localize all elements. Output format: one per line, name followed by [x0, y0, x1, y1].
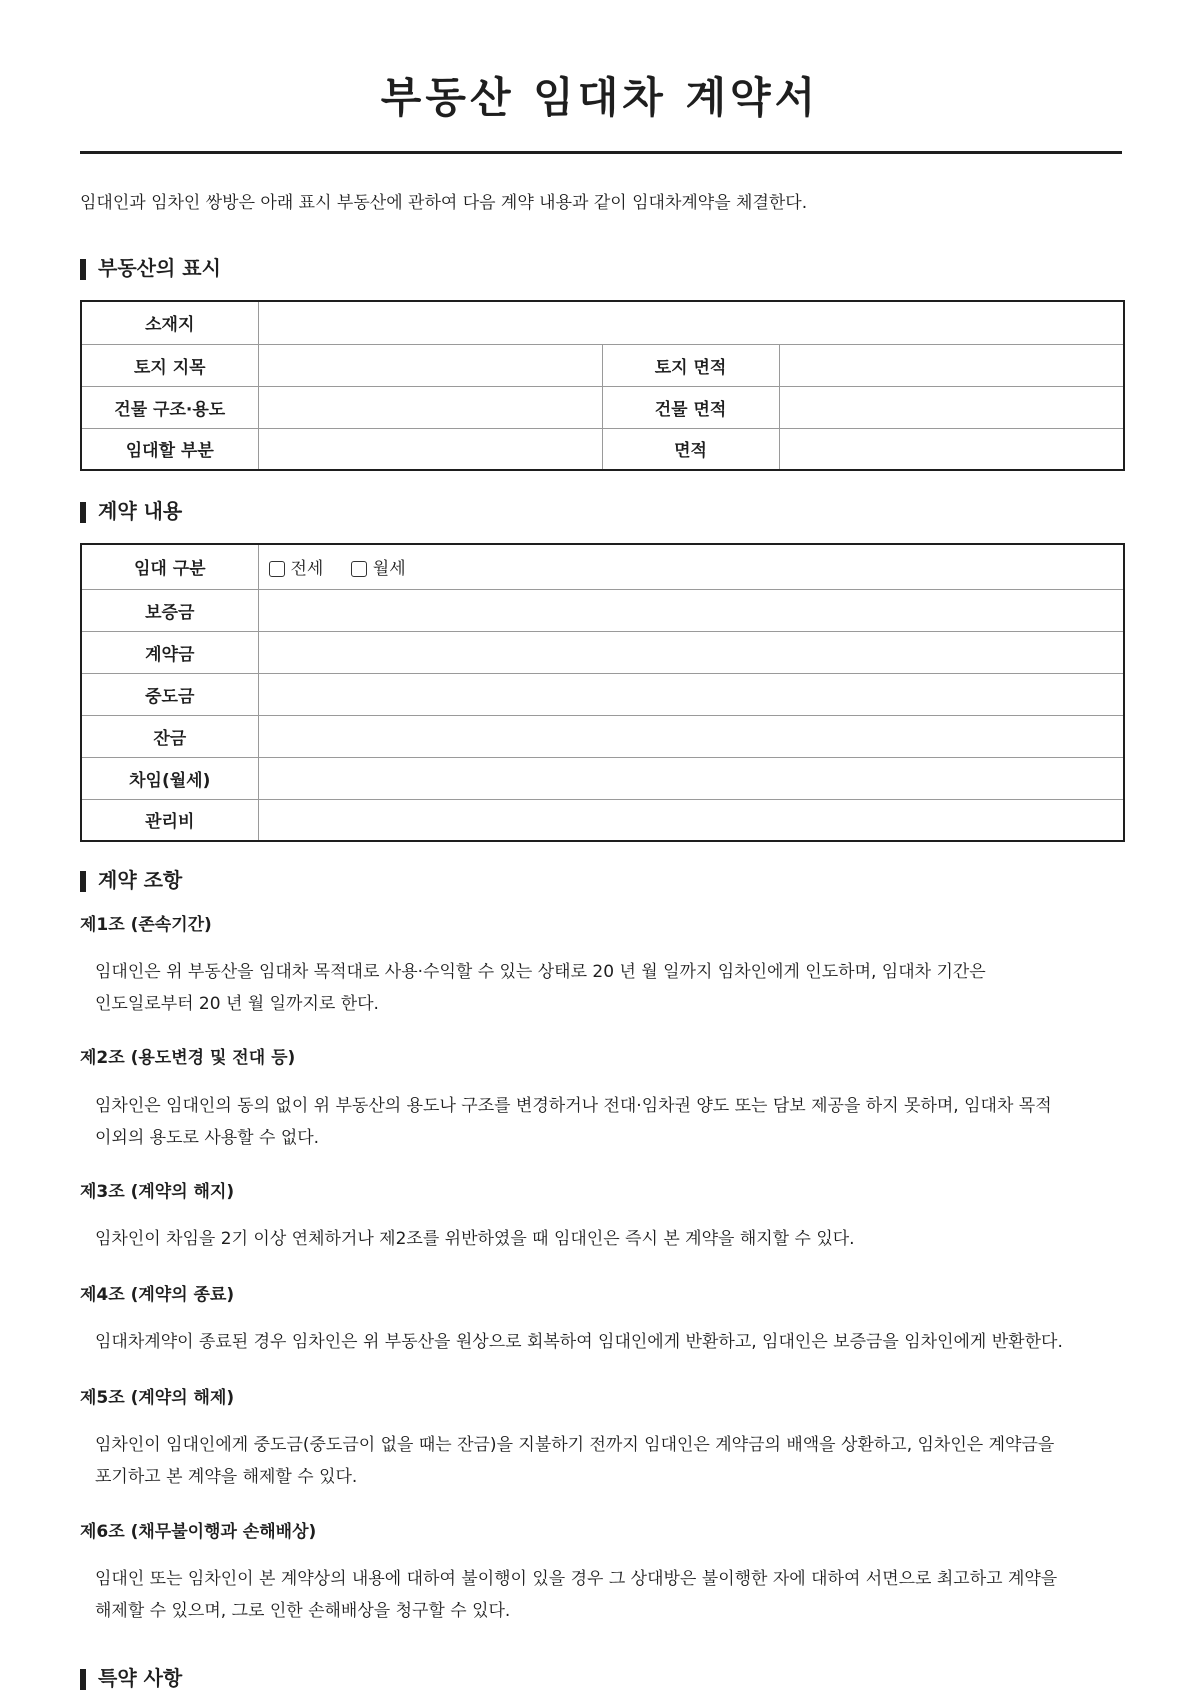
article-5-body	[95, 1429, 1085, 1493]
down-payment-label: 계약금	[81, 631, 258, 673]
checkbox-jeonse[interactable]	[269, 561, 285, 577]
lease-type-field	[258, 544, 1124, 589]
area-label: 면적	[602, 428, 779, 470]
intro-text: 임대인과 임차인 쌍방은 아래 표시 부동산에 관하여 다음 계약 내용과 같이 임대차계약을 체결한다.	[80, 193, 808, 213]
lease-type-label: 임대 구분	[81, 544, 258, 589]
balance-label: 잔금	[81, 715, 258, 757]
section-bar	[80, 259, 86, 280]
section-bar	[80, 502, 86, 523]
interim-payment-label: 중도금	[81, 673, 258, 715]
table-row	[81, 589, 1124, 631]
article-line: 임대인은 위 부동산을 임대차 목적대로 사용·수익할 수 있는 상태로 20 년 월 일까지 임차인에게 인도하며, 임대차 기간은	[95, 962, 986, 982]
maintenance-field[interactable]	[258, 799, 1124, 841]
article-line: 임대차계약이 종료된 경우 임차인은 위 부동산을 원상으로 회복하여 임대인에게 반환하고, 임대인은 보증금을 임차인에게 반환한다.	[95, 1332, 1063, 1352]
section-bar	[80, 871, 86, 892]
land-area-field[interactable]	[779, 344, 1124, 386]
building-structure-label: 건물 구조·용도	[81, 386, 258, 428]
table-row	[81, 757, 1124, 799]
article-4-title: 제4조 (계약의 종료)	[80, 1285, 235, 1305]
contract-table	[80, 543, 1125, 842]
option-label: 전세	[290, 559, 324, 580]
location-label: 소재지	[81, 301, 258, 344]
section-heading-property	[80, 254, 221, 282]
table-row	[81, 631, 1124, 673]
article-3-title: 제3조 (계약의 해지)	[80, 1182, 235, 1202]
balance-field[interactable]	[258, 715, 1124, 757]
article-line: 인도일로부터 20 년 월 일까지로 한다.	[95, 994, 379, 1014]
table-row	[81, 344, 1124, 386]
section-heading-contract	[80, 497, 182, 525]
article-1-title: 제1조 (존속기간)	[80, 915, 212, 935]
article-1-body	[95, 956, 1085, 1020]
land-area-label: 토지 면적	[602, 344, 779, 386]
section-title: 특약 사항	[98, 1666, 183, 1690]
article-line: 임차인이 차임을 2기 이상 연체하거나 제2조를 위반하였을 때 임대인은 즉시 본 계약을 해지할 수 있다.	[95, 1229, 855, 1249]
article-6-body	[95, 1563, 1085, 1627]
table-row	[81, 673, 1124, 715]
checkbox-wolse[interactable]	[351, 561, 367, 577]
option-jeonse[interactable]	[269, 559, 324, 579]
property-table	[80, 300, 1125, 471]
section-bar	[80, 1669, 86, 1690]
building-structure-field[interactable]	[258, 386, 602, 428]
document-title: 부동산 임대차 계약서	[380, 73, 820, 122]
lease-part-label: 임대할 부분	[81, 428, 258, 470]
area-field[interactable]	[779, 428, 1124, 470]
table-row	[81, 544, 1124, 589]
table-row	[81, 428, 1124, 470]
section-title: 계약 내용	[98, 499, 183, 523]
land-category-label: 토지 지목	[81, 344, 258, 386]
section-title: 계약 조항	[98, 868, 183, 892]
section-title: 부동산의 표시	[98, 256, 221, 280]
article-6-title: 제6조 (채무불이행과 손해배상)	[80, 1522, 317, 1542]
section-heading-special	[80, 1664, 182, 1692]
lease-part-field[interactable]	[258, 428, 602, 470]
table-row	[81, 799, 1124, 841]
article-line: 이외의 용도로 사용할 수 없다.	[95, 1128, 320, 1148]
article-line: 임차인은 임대인의 동의 없이 위 부동산의 용도나 구조를 변경하거나 전대·임차권 양도 또는 담보 제공을 하지 못하며, 임대차 목적	[95, 1096, 1052, 1116]
article-5-title: 제5조 (계약의 해제)	[80, 1388, 235, 1408]
article-3-body	[95, 1223, 1085, 1255]
article-line: 임차인이 임대인에게 중도금(중도금이 없을 때는 잔금)을 지불하기 전까지 임대인은 계약금의 배액을 상환하고, 임차인은 계약금을	[95, 1435, 1055, 1455]
article-4-body	[95, 1326, 1085, 1358]
option-wolse[interactable]	[351, 559, 406, 579]
building-area-field[interactable]	[779, 386, 1124, 428]
deposit-field[interactable]	[258, 589, 1124, 631]
down-payment-field[interactable]	[258, 631, 1124, 673]
location-field[interactable]	[258, 301, 1124, 344]
maintenance-label: 관리비	[81, 799, 258, 841]
option-label: 월세	[372, 559, 406, 580]
table-row	[81, 301, 1124, 344]
table-row	[81, 715, 1124, 757]
article-2-title: 제2조 (용도변경 및 전대 등)	[80, 1048, 296, 1068]
rent-label: 차임(월세)	[81, 757, 258, 799]
article-2-body	[95, 1090, 1085, 1154]
section-heading-clauses	[80, 866, 182, 894]
interim-payment-field[interactable]	[258, 673, 1124, 715]
table-row	[81, 386, 1124, 428]
building-area-label: 건물 면적	[602, 386, 779, 428]
land-category-field[interactable]	[258, 344, 602, 386]
title-divider	[80, 151, 1122, 154]
deposit-label: 보증금	[81, 589, 258, 631]
article-line: 포기하고 본 계약을 해제할 수 있다.	[95, 1467, 358, 1487]
rent-field[interactable]	[258, 757, 1124, 799]
article-line: 임대인 또는 임차인이 본 계약상의 내용에 대하여 불이행이 있을 경우 그 상대방은 불이행한 자에 대하여 서면으로 최고하고 계약을	[95, 1569, 1058, 1589]
article-line: 해제할 수 있으며, 그로 인한 손해배상을 청구할 수 있다.	[95, 1601, 511, 1621]
